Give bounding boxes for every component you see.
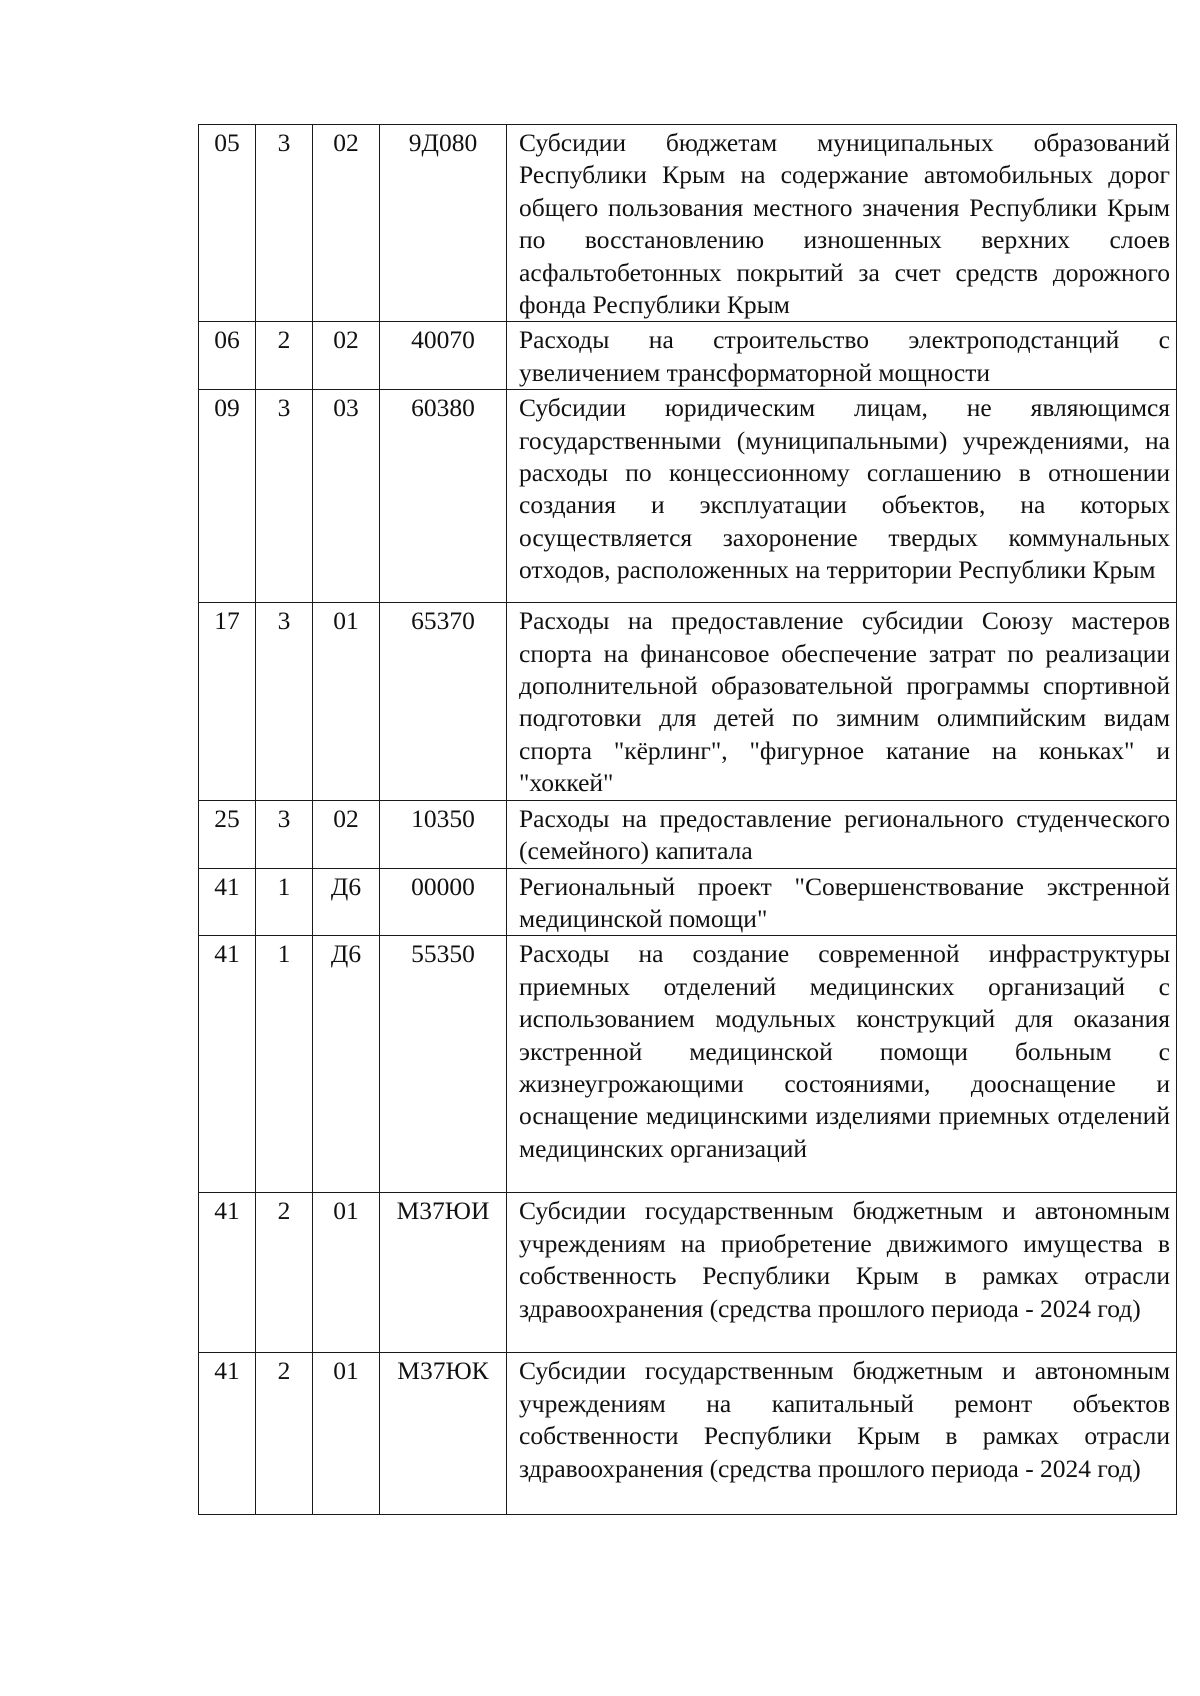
description-cell: Расходы на предоставление регионального студенческого (семейного) капитала <box>507 800 1177 868</box>
direction-code-cell: М37ЮК <box>380 1353 507 1515</box>
event-code-cell: 01 <box>313 603 380 800</box>
direction-code-cell: 00000 <box>380 868 507 936</box>
direction-code-cell: 40070 <box>380 322 507 390</box>
event-code-cell: 02 <box>313 800 380 868</box>
program-code-cell: 41 <box>199 936 256 1193</box>
event-code-cell: 03 <box>313 390 380 603</box>
description-cell: Расходы на строительство электроподстанций с увеличением трансформаторной мощности <box>507 322 1177 390</box>
description-cell: Субсидии государственным бюджетным и автономным учреждениям на приобретение движимого имущества в собственность Республики Крым в рамках отрасли здравоохранения (средства прошлого периода - 2024 год) <box>507 1193 1177 1353</box>
subprogram-code-cell: 1 <box>256 868 313 936</box>
subprogram-code-cell: 3 <box>256 603 313 800</box>
subprogram-code-cell: 3 <box>256 800 313 868</box>
program-code-cell: 09 <box>199 390 256 603</box>
description-cell: Субсидии юридическим лицам, не являющимся государственными (муниципальными) учреждениями, на расходы по концессионному соглашению в отношении создания и эксплуатации объектов, на которых осуществляется захоронение твердых коммунальных отходов, расположенных на территории Республики Крым <box>507 390 1177 603</box>
table-row <box>199 936 1177 1193</box>
subprogram-code-cell: 2 <box>256 1193 313 1353</box>
program-code-cell: 05 <box>199 125 256 322</box>
subprogram-code-cell: 2 <box>256 322 313 390</box>
table-row <box>199 125 1177 322</box>
direction-code-cell: 9Д080 <box>380 125 507 322</box>
event-code-cell: Д6 <box>313 936 380 1193</box>
table-row <box>199 1193 1177 1353</box>
description-cell: Субсидии бюджетам муниципальных образований Республики Крым на содержание автомобильных дорог общего пользования местного значения Республики Крым по восстановлению изношенных верхних слоев асфальтобетонных покрытий за счет средств дорожного фонда Республики Крым <box>507 125 1177 322</box>
direction-code-cell: 60380 <box>380 390 507 603</box>
table-row <box>199 390 1177 603</box>
program-code-cell: 41 <box>199 868 256 936</box>
subprogram-code-cell: 3 <box>256 390 313 603</box>
program-code-cell: 06 <box>199 322 256 390</box>
event-code-cell: 01 <box>313 1353 380 1515</box>
table-row <box>199 322 1177 390</box>
program-code-cell: 17 <box>199 603 256 800</box>
event-code-cell: 01 <box>313 1193 380 1353</box>
event-code-cell: 02 <box>313 125 380 322</box>
direction-code-cell: М37ЮИ <box>380 1193 507 1353</box>
description-cell: Расходы на предоставление субсидии Союзу мастеров спорта на финансовое обеспечение затрат по реализации дополнительной образовательной программы спортивной подготовки для детей по зимним олимпийским видам спорта "кёрлинг", "фигурное катание на коньках" и "хоккей" <box>507 603 1177 800</box>
program-code-cell: 41 <box>199 1353 256 1515</box>
subprogram-code-cell: 3 <box>256 125 313 322</box>
subprogram-code-cell: 2 <box>256 1353 313 1515</box>
table-row <box>199 868 1177 936</box>
table-row <box>199 800 1177 868</box>
description-cell: Расходы на создание современной инфраструктуры приемных отделений медицинских организаций с использованием модульных конструкций для оказания экстренной медицинской помощи больным с жизнеугрожающими состояниями, дооснащение и оснащение медицинскими изделиями приемных отделений медицинских организаций <box>507 936 1177 1193</box>
description-cell: Субсидии государственным бюджетным и автономным учреждениям на капитальный ремонт объектов собственности Республики Крым в рамках отрасли здравоохранения (средства прошлого периода - 2024 год) <box>507 1353 1177 1515</box>
table-row <box>199 603 1177 800</box>
program-code-cell: 25 <box>199 800 256 868</box>
event-code-cell: Д6 <box>313 868 380 936</box>
program-code-cell: 41 <box>199 1193 256 1353</box>
event-code-cell: 02 <box>313 322 380 390</box>
subprogram-code-cell: 1 <box>256 936 313 1193</box>
description-cell: Региональный проект "Совершенствование экстренной медицинской помощи" <box>507 868 1177 936</box>
table-row <box>199 1353 1177 1515</box>
budget-classification-table <box>198 124 1177 1515</box>
direction-code-cell: 65370 <box>380 603 507 800</box>
direction-code-cell: 10350 <box>380 800 507 868</box>
direction-code-cell: 55350 <box>380 936 507 1193</box>
